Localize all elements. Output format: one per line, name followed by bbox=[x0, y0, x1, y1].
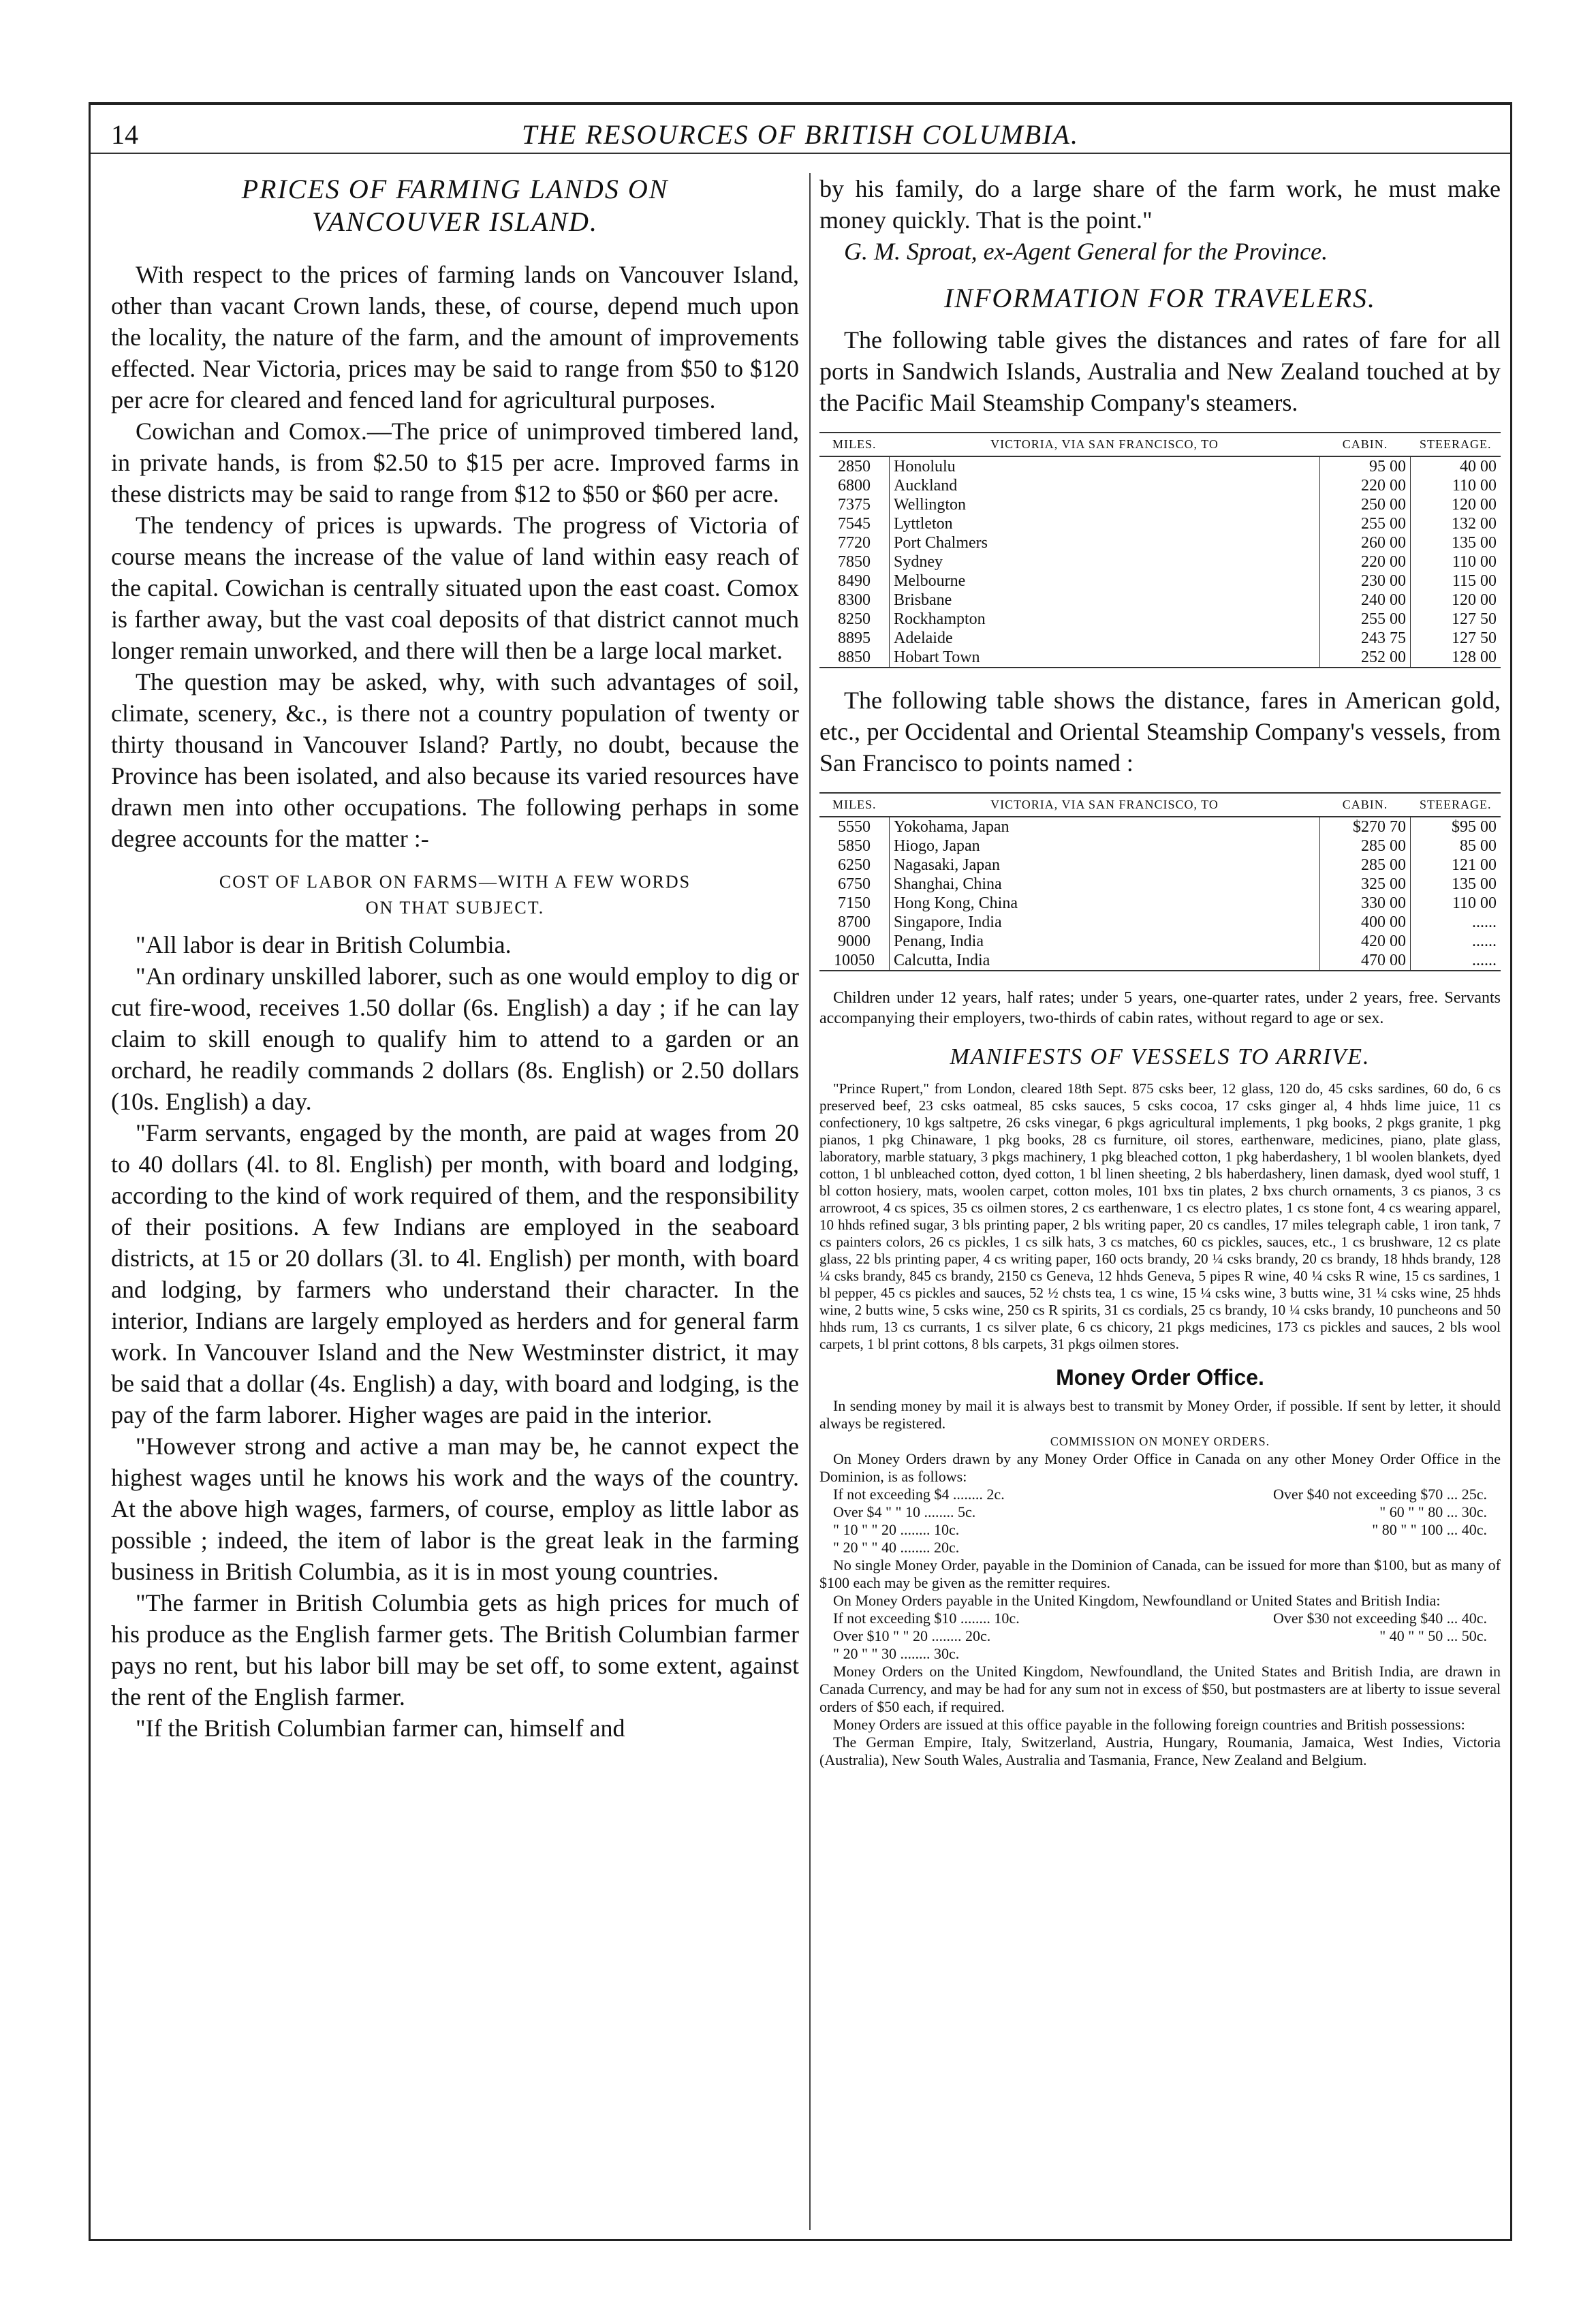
cell-cabin: 250 00 bbox=[1320, 495, 1411, 514]
manifests-heading: MANIFESTS OF VESSELS TO ARRIVE. bbox=[950, 1044, 1371, 1069]
subheading-line-2: ON THAT SUBJECT. bbox=[365, 898, 545, 918]
pacific-mail-table bbox=[819, 432, 1501, 668]
commission-cell: Over $40 not exceeding $70 ... 25c. bbox=[1272, 1486, 1487, 1503]
cell-steerage: 127 50 bbox=[1452, 629, 1497, 647]
signature: G. M. Sproat, ex-Agent General for the Province. bbox=[844, 238, 1328, 265]
occidental-oriental-table bbox=[819, 792, 1501, 971]
table-header: VICTORIA, VIA SAN FRANCISCO, TO bbox=[890, 433, 1320, 456]
cell-steerage: ...... bbox=[1472, 913, 1497, 931]
quote-paragraph: "If the British Columbian farmer can, himself and bbox=[136, 1715, 625, 1742]
table-row bbox=[819, 514, 1501, 533]
commission-row bbox=[819, 1627, 1501, 1645]
cell-destination: Singapore, India bbox=[890, 913, 1320, 932]
commission-cell: " 20 " " 30 ........ 30c. bbox=[833, 1645, 960, 1662]
cell-destination: Adelaide bbox=[890, 629, 1320, 648]
quote-paragraph: "All labor is dear in British Columbia. bbox=[136, 931, 512, 958]
table-header: MILES. bbox=[819, 793, 890, 817]
cell-miles: 5850 bbox=[819, 836, 890, 856]
quote-paragraph: "The farmer in British Columbia gets as high prices for much of his produce as the English farmer gets. The British Columbian farmer pays no rent, but his labor bill may be set off, to some extent, against the rent of the English farmer. bbox=[111, 1589, 799, 1710]
cell-destination: Shanghai, China bbox=[890, 875, 1320, 894]
cell-cabin: 230 00 bbox=[1320, 572, 1411, 591]
cell-miles: 7545 bbox=[819, 514, 890, 533]
cell-steerage: 132 00 bbox=[1452, 515, 1497, 533]
cell-destination: Melbourne bbox=[890, 572, 1320, 591]
canada-intro: On Money Orders drawn by any Money Order Office in Canada on any other Money Order Office in the Dominion, is as follows: bbox=[819, 1450, 1501, 1485]
left-column bbox=[111, 173, 799, 2230]
cell-destination: Hong Kong, China bbox=[890, 894, 1320, 913]
cell-destination: Nagasaki, Japan bbox=[890, 856, 1320, 875]
table-row bbox=[819, 552, 1501, 572]
cell-steerage: 110 00 bbox=[1452, 553, 1497, 571]
commission-cell: If not exceeding $10 ........ 10c. bbox=[833, 1610, 1020, 1627]
cell-steerage: 85 00 bbox=[1460, 837, 1497, 855]
cell-cabin: 255 00 bbox=[1320, 610, 1411, 629]
cell-miles: 9000 bbox=[819, 932, 890, 951]
cell-destination: Yokohama, Japan bbox=[890, 817, 1320, 836]
commission-row bbox=[819, 1521, 1501, 1539]
table-row bbox=[819, 836, 1501, 856]
commission-row bbox=[819, 1486, 1501, 1503]
cell-steerage: 121 00 bbox=[1452, 856, 1497, 874]
cell-cabin: 260 00 bbox=[1320, 533, 1411, 552]
table-row bbox=[819, 572, 1501, 591]
running-title: THE RESOURCES OF BRITISH COLUMBIA. bbox=[522, 119, 1079, 150]
commission-cell: " 20 " " 40 ........ 20c. bbox=[833, 1539, 960, 1556]
cell-steerage: 127 50 bbox=[1452, 610, 1497, 628]
manifests-text: "Prince Rupert," from London, cleared 18th Sept. 875 csks beer, 12 glass, 120 do, 45 csks sardines, 60 do, 6 cs preserved beef, 23 csks oatmeal, 85 csks sauces, 5 csks cocoa, 17 csks ginger al, 4 hhds lime juice, 11 cs confectionery, 10 kgs saltpetre, 26 csks vinegar, 6 pkgs agricultural implements, 1 pkg books, 2 pkgs granite, 1 pkg pianos, 1 pkg Chinaware, 1 pkg books, 28 cs furniture, oil stores, earthenware, medicines, piano, plate glass, laboratory, marble statuary, 3 pkgs machinery, 1 pkg bleached cotton, 1 pkg haberdashery, 1 bl woolen blankets, dyed cotton, 1 bl unbleached cotton, dyed cotton, 1 bl linen sheeting, 2 bls haberdashery, linen damask, dyed wool stuff, 1 bl cotton hosiery, mats, woolen carpet, cotton moles, 101 bxs tin plates, 2 bxs church ornaments, 3 cs pianos, 3 cs arrowroot, 4 cs spices, 35 cs oilmen stores, 2 cs earthenware, 1 cs electro plates, 1 cs stone font, 4 cs wearing apparel, 10 hhds refined sugar, 3 bls printing paper, 2 bls writing paper, 20 cs candles, 17 miles telegraph cable, 1 iron tank, 7 cs painters colors, 26 cs pickles, 1 cs silk hats, 3 cs matches, 60 cs pickles, sauces, etc., 1 cs brushware, 12 cs plate glass, 22 bls printing paper, 4 cs writing paper, 160 octs brandy, 20 ¼ csks brandy, 20 cs brandy, 18 hhds brandy, 128 ¼ csks brandy, 845 cs brandy, 2150 cs Geneva, 12 hhds Geneva, 5 pipes R wine, 40 ¼ csks R wine, 15 cs sardines, 1 bl pepper, 45 cs pickles and sauces, 52 ½ chsts tea, 1 cs wine, 15 ¼ csks wine, 3 butts wine, 31 ¼ csks wine, 25 hhds wine, 2 butts wine, 5 csks wine, 250 cs R spirits, 31 cs cordials, 25 cs brandy, 10 ¼ csks brandy, 10 puncheons and 50 hhds rum, 13 cs currants, 1 cs silver plate, 6 cs chicory, 21 pkgs medicines, 173 cs pickles and sauces, 2 bls wool carpets, 1 bl print cottons, 8 bls carpets, 31 pkgs oilmen stores. bbox=[819, 1080, 1501, 1352]
table-header: STEERAGE. bbox=[1411, 793, 1501, 817]
cell-cabin: 330 00 bbox=[1320, 894, 1411, 913]
cell-miles: 6750 bbox=[819, 875, 890, 894]
paragraph: The tendency of prices is upwards. The progress of Victoria of course means the increase of the value of land within easy reach of the capital. Cowichan is centrally situated upon the east coast. Comox is farther away, but the vast coal deposits of that district cannot much longer remain unworked, and there will then be a large local market. bbox=[111, 512, 799, 664]
cell-destination: Wellington bbox=[890, 495, 1320, 514]
cell-miles: 8250 bbox=[819, 610, 890, 629]
quote-paragraph: "Farm servants, engaged by the month, are paid at wages from 20 to 40 dollars (4l. to 8l. English) per month, with board and lodging, according to the kind of work required of them, and the responsibility of their positions. A few Indians are employed in the seaboard districts, at 15 or 20 dollars (3l. to 4l. English) per month, with board and lodging, by farmers who understand their character. In the interior, Indians are largely employed as herders and for general farm work. In Vancouver Island and the New Westminster district, it may be said that a dollar (4s. English) a day, with board and lodging, is the pay of the farm laborer. Higher wages are paid in the interior. bbox=[111, 1119, 799, 1428]
table-row bbox=[819, 495, 1501, 514]
cell-miles: 8300 bbox=[819, 591, 890, 610]
table-row bbox=[819, 951, 1501, 970]
cell-miles: 7720 bbox=[819, 533, 890, 552]
commission-heading: COMMISSION ON MONEY ORDERS. bbox=[1050, 1435, 1270, 1448]
right-column bbox=[819, 173, 1501, 2230]
paragraph: Cowichan and Comox.—The price of unimproved timbered land, in private hands, is from $2.50 to $15 per acre. Improved farms in these districts may be said to range from $12 to $50 or $60 per acre. bbox=[111, 418, 799, 507]
page bbox=[89, 102, 1512, 2241]
cell-destination: Calcutta, India bbox=[890, 951, 1320, 970]
cell-steerage: 110 00 bbox=[1452, 477, 1497, 495]
children-note: Children under 12 years, half rates; under 5 years, one-quarter rates, under 2 years, free. Servants accompanying their employers, two-thirds of cabin rates, without regard to age or sex. bbox=[819, 989, 1501, 1027]
cell-cabin: 95 00 bbox=[1320, 456, 1411, 476]
commission-row bbox=[819, 1539, 1501, 1556]
section-heading-line-1: PRICES OF FARMING LANDS ON bbox=[241, 174, 669, 204]
cell-miles: 10050 bbox=[819, 951, 890, 970]
second-intro: The following table shows the distance, fares in American gold, etc., per Occidental and Oriental Steamship Company's vessels, from San Francisco to points named : bbox=[819, 687, 1501, 777]
commission-cell: If not exceeding $4 ........ 2c. bbox=[833, 1486, 1005, 1503]
commission-row bbox=[819, 1610, 1501, 1627]
commission-cell: " 80 " " 100 ... 40c. bbox=[1372, 1521, 1487, 1538]
table-row bbox=[819, 932, 1501, 951]
uk-note: Money Orders on the United Kingdom, Newfoundland, the United States and British India, are drawn in Canada Currency, and may be had for any sum not in excess of $50, but postmasters are at liberty to issue several orders of $50 each, if required. bbox=[819, 1663, 1501, 1715]
paragraph: With respect to the prices of farming lands on Vancouver Island, other than vacant Crown lands, these, of course, depend much upon the locality, the nature of the farm, and the amount of improvements effected. Near Victoria, prices may be said to range from $50 to $120 per acre for cleared and fenced land for agricultural purposes. bbox=[111, 261, 799, 413]
cell-destination: Honolulu bbox=[890, 456, 1320, 476]
cell-cabin: 255 00 bbox=[1320, 514, 1411, 533]
commission-cell: Over $10 " " 20 ........ 20c. bbox=[833, 1627, 991, 1644]
cell-steerage: 135 00 bbox=[1452, 875, 1497, 893]
cell-cabin: 420 00 bbox=[1320, 932, 1411, 951]
cell-destination: Sydney bbox=[890, 552, 1320, 572]
commission-cell: Over $4 " " 10 ........ 5c. bbox=[833, 1503, 976, 1520]
continuation-paragraph: by his family, do a large share of the farm work, he must make money quickly. That is the point." bbox=[819, 175, 1501, 234]
canada-note: No single Money Order, payable in the Dominion of Canada, can be issued for more than $100, but as many of $100 each may be given as the remitter requires. bbox=[819, 1556, 1501, 1591]
cell-cabin: 285 00 bbox=[1320, 836, 1411, 856]
commission-row bbox=[819, 1645, 1501, 1663]
cell-miles: 5550 bbox=[819, 817, 890, 836]
quote-paragraph: "However strong and active a man may be, he cannot expect the highest wages until he knows his work and the ways of the country. At the above high wages, farmers, of course, employ as little labor as possible ; indeed, the item of labor is the great leak in the farming business in British Columbia, as it is in most young countries. bbox=[111, 1433, 799, 1585]
cell-miles: 8700 bbox=[819, 913, 890, 932]
cell-cabin: 243 75 bbox=[1320, 629, 1411, 648]
travel-heading: INFORMATION FOR TRAVELERS. bbox=[943, 283, 1376, 313]
subheading-line-1: COST OF LABOR ON FARMS—WITH A FEW WORDS bbox=[219, 872, 691, 892]
table-row bbox=[819, 476, 1501, 495]
cell-cabin: 285 00 bbox=[1320, 856, 1411, 875]
commission-row bbox=[819, 1503, 1501, 1521]
cell-miles: 6800 bbox=[819, 476, 890, 495]
cell-miles: 8895 bbox=[819, 629, 890, 648]
commission-cell: " 10 " " 20 ........ 10c. bbox=[833, 1521, 960, 1538]
table-header: VICTORIA, VIA SAN FRANCISCO, TO bbox=[890, 793, 1320, 817]
page-header bbox=[91, 112, 1510, 154]
countries-list: The German Empire, Italy, Switzerland, Austria, Hungary, Roumania, Jamaica, West Indies, Victoria (Australia), New South Wales, Australia and Tasmania, France, New Zealand and Belgium. bbox=[819, 1734, 1501, 1768]
cell-steerage: 115 00 bbox=[1452, 572, 1497, 590]
cell-cabin: 220 00 bbox=[1320, 552, 1411, 572]
table-row bbox=[819, 913, 1501, 932]
cell-destination: Penang, India bbox=[890, 932, 1320, 951]
cell-destination: Hiogo, Japan bbox=[890, 836, 1320, 856]
commission-cell: " 60 " " 80 ... 30c. bbox=[1379, 1503, 1487, 1520]
table-row bbox=[819, 629, 1501, 648]
cell-miles: 7850 bbox=[819, 552, 890, 572]
cell-cabin: 220 00 bbox=[1320, 476, 1411, 495]
quote-paragraph: "An ordinary unskilled laborer, such as one would employ to dig or cut fire-wood, receives 1.50 dollar (6s. English) a day ; if he can lay claim to skill enough to qualify him to attend to a garden or an orchard, he readily commands 2 dollars (8s. English) or 2.50 dollars (10s. English) a day. bbox=[111, 963, 799, 1115]
cell-steerage: 120 00 bbox=[1452, 591, 1497, 609]
money-order-intro: In sending money by mail it is always best to transmit by Money Order, if possible. If sent by letter, it should always be registered. bbox=[819, 1397, 1501, 1432]
cell-miles: 8490 bbox=[819, 572, 890, 591]
cell-steerage: ...... bbox=[1472, 952, 1497, 969]
table-row bbox=[819, 456, 1501, 476]
cell-miles: 8850 bbox=[819, 648, 890, 667]
cell-steerage: 40 00 bbox=[1460, 458, 1497, 475]
cell-cabin: 400 00 bbox=[1320, 913, 1411, 932]
table-row bbox=[819, 856, 1501, 875]
table-row bbox=[819, 533, 1501, 552]
cell-cabin: 470 00 bbox=[1320, 951, 1411, 970]
table-header: CABIN. bbox=[1320, 433, 1411, 456]
page-number: 14 bbox=[111, 119, 138, 150]
cell-cabin: $270 70 bbox=[1320, 817, 1411, 836]
cell-destination: Brisbane bbox=[890, 591, 1320, 610]
cell-cabin: 252 00 bbox=[1320, 648, 1411, 667]
cell-miles: 6250 bbox=[819, 856, 890, 875]
travel-intro: The following table gives the distances and rates of fare for all ports in Sandwich Islands, Australia and New Zealand touched at by the Pacific Mail Steamship Company's steamers. bbox=[819, 326, 1501, 416]
cell-miles: 7150 bbox=[819, 894, 890, 913]
cell-steerage: 120 00 bbox=[1452, 496, 1497, 514]
cell-steerage: 135 00 bbox=[1452, 534, 1497, 552]
paragraph: The question may be asked, why, with such advantages of soil, climate, scenery, &c., is there not a country population of twenty or thirty thousand in Vancouver Island? Partly, no doubt, because the Province has been isolated, and also because its varied resources have drawn men into other occupations. The following perhaps in some degree accounts for the matter :- bbox=[111, 668, 799, 852]
cell-cabin: 325 00 bbox=[1320, 875, 1411, 894]
cell-destination: Hobart Town bbox=[890, 648, 1320, 667]
table-row bbox=[819, 610, 1501, 629]
table-header: STEERAGE. bbox=[1411, 433, 1501, 456]
section-heading-line-2: VANCOUVER ISLAND. bbox=[312, 206, 598, 237]
cell-destination: Lyttleton bbox=[890, 514, 1320, 533]
uk-intro: On Money Orders payable in the United Kingdom, Newfoundland or United States and British India: bbox=[833, 1592, 1441, 1609]
money-order-title: Money Order Office. bbox=[1056, 1365, 1264, 1390]
column-divider bbox=[809, 173, 811, 2230]
cell-steerage: 110 00 bbox=[1452, 894, 1497, 912]
cell-destination: Port Chalmers bbox=[890, 533, 1320, 552]
cell-miles: 7375 bbox=[819, 495, 890, 514]
cell-miles: 2850 bbox=[819, 456, 890, 476]
table-header: CABIN. bbox=[1320, 793, 1411, 817]
cell-destination: Rockhampton bbox=[890, 610, 1320, 629]
foreign-note: Money Orders are issued at this office payable in the following foreign countries and British possessions: bbox=[833, 1716, 1465, 1733]
commission-cell: Over $30 not exceeding $40 ... 40c. bbox=[1272, 1610, 1487, 1627]
table-row bbox=[819, 817, 1501, 836]
commission-cell: " 40 " " 50 ... 50c. bbox=[1379, 1627, 1487, 1644]
cell-cabin: 240 00 bbox=[1320, 591, 1411, 610]
table-row bbox=[819, 648, 1501, 667]
cell-steerage: 128 00 bbox=[1452, 648, 1497, 666]
table-row bbox=[819, 875, 1501, 894]
table-row bbox=[819, 591, 1501, 610]
cell-destination: Auckland bbox=[890, 476, 1320, 495]
table-row bbox=[819, 894, 1501, 913]
cell-steerage: $95 00 bbox=[1452, 818, 1497, 836]
cell-steerage: ...... bbox=[1472, 933, 1497, 950]
table-header: MILES. bbox=[819, 433, 890, 456]
